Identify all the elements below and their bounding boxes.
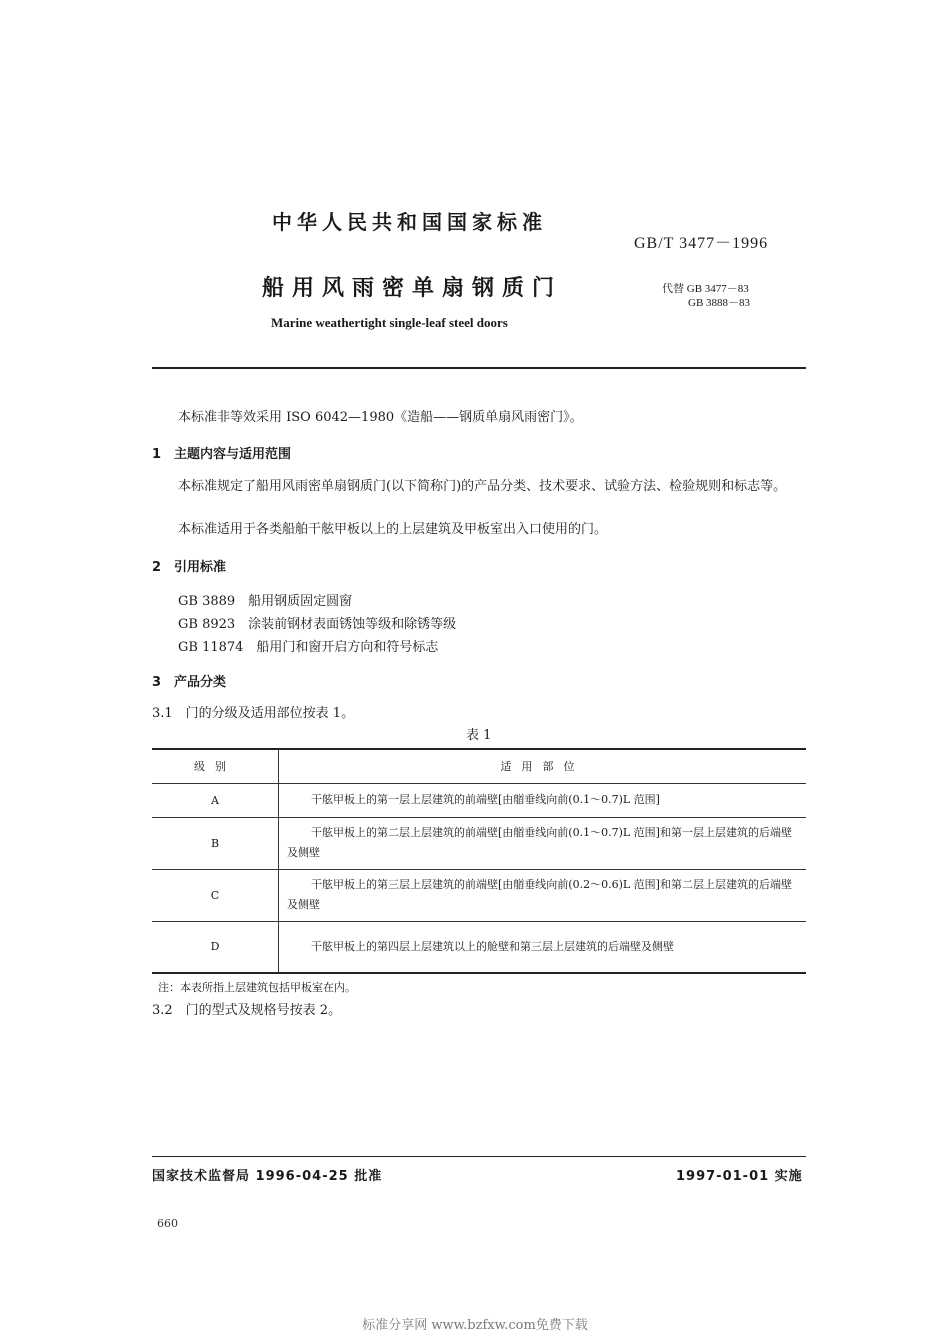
location-cell: 干舷甲板上的第三层上层建筑的前端壁[由艏垂线向前(0.2～0.6)L 范围]和第二层上层建筑的后端壁及侧壁 <box>287 878 792 911</box>
location-cell: 干舷甲板上的第一层上层建筑的前端壁[由艏垂线向前(0.1～0.7)L 范围] <box>311 793 660 806</box>
standard-code: GB/T 3477－1996 <box>634 235 769 252</box>
grade-cell: A <box>152 783 279 817</box>
table-row <box>152 869 806 921</box>
header-divider <box>152 367 806 369</box>
watermark-text: 标准分享网 www.bzfxw.com免费下载 <box>362 1318 588 1333</box>
section-1-heading: 1 主题内容与适用范围 <box>152 447 292 462</box>
intro-paragraph: 本标准非等效采用 ISO 6042—1980《造船——钢质单扇风雨密门》。 <box>178 410 583 425</box>
table-header-row <box>152 749 806 783</box>
clause-3-1: 3.1 门的分级及适用部位按表 1。 <box>152 706 355 721</box>
grade-cell: C <box>152 869 279 921</box>
table-1-caption: 表 1 <box>466 728 492 743</box>
replaces-standards <box>662 282 750 310</box>
table-note: 注：本表所指上层建筑包括甲板室在内。 <box>158 981 356 994</box>
table-row <box>152 783 806 817</box>
footer-divider <box>152 1156 806 1157</box>
national-standard-heading: 中华人民共和国国家标准 <box>272 210 547 234</box>
table-row <box>152 921 806 973</box>
replaces-line-1: 代替 GB 3477－83 <box>662 283 749 295</box>
table-row <box>152 817 806 869</box>
section-2-heading: 2 引用标准 <box>152 560 227 575</box>
grade-table <box>152 748 806 974</box>
grade-cell: D <box>152 921 279 973</box>
page-number: 660 <box>157 1217 178 1230</box>
approval-info: 国家技术监督局 1996-04-25 批准 <box>152 1169 383 1184</box>
section-1-paragraph-1: 本标准规定了船用风雨密单扇钢质门(以下简称门)的产品分类、技术要求、试验方法、检验规则和标志等。 <box>178 479 787 494</box>
column-header-location: 适用部位 <box>279 749 807 783</box>
replaces-line-2: GB 3888－83 <box>688 297 751 309</box>
reference-item: GB 3889 船用钢质固定圆窗 <box>178 594 353 609</box>
location-cell: 干舷甲板上的第二层上层建筑的前端壁[由艏垂线向前(0.1～0.7)L 范围]和第一层上层建筑的后端壁及侧壁 <box>287 826 792 859</box>
section-1-paragraph-2: 本标准适用于各类船舶干舷甲板以上的上层建筑及甲板室出入口使用的门。 <box>178 522 608 537</box>
implementation-date: 1997-01-01 实施 <box>676 1169 803 1184</box>
column-header-grade: 级别 <box>152 749 279 783</box>
reference-item: GB 11874 船用门和窗开启方向和符号标志 <box>178 640 439 655</box>
document-title-english: Marine weathertight single-leaf steel doors <box>271 315 508 330</box>
grade-cell: B <box>152 817 279 869</box>
clause-3-2: 3.2 门的型式及规格号按表 2。 <box>152 1003 342 1018</box>
document-title-chinese: 船用风雨密单扇钢质门 <box>262 276 563 301</box>
reference-item: GB 8923 涂装前钢材表面锈蚀等级和除锈等级 <box>178 617 457 632</box>
section-3-heading: 3 产品分类 <box>152 675 227 690</box>
location-cell: 干舷甲板上的第四层上层建筑以上的舱壁和第三层上层建筑的后端壁及侧壁 <box>311 939 674 953</box>
